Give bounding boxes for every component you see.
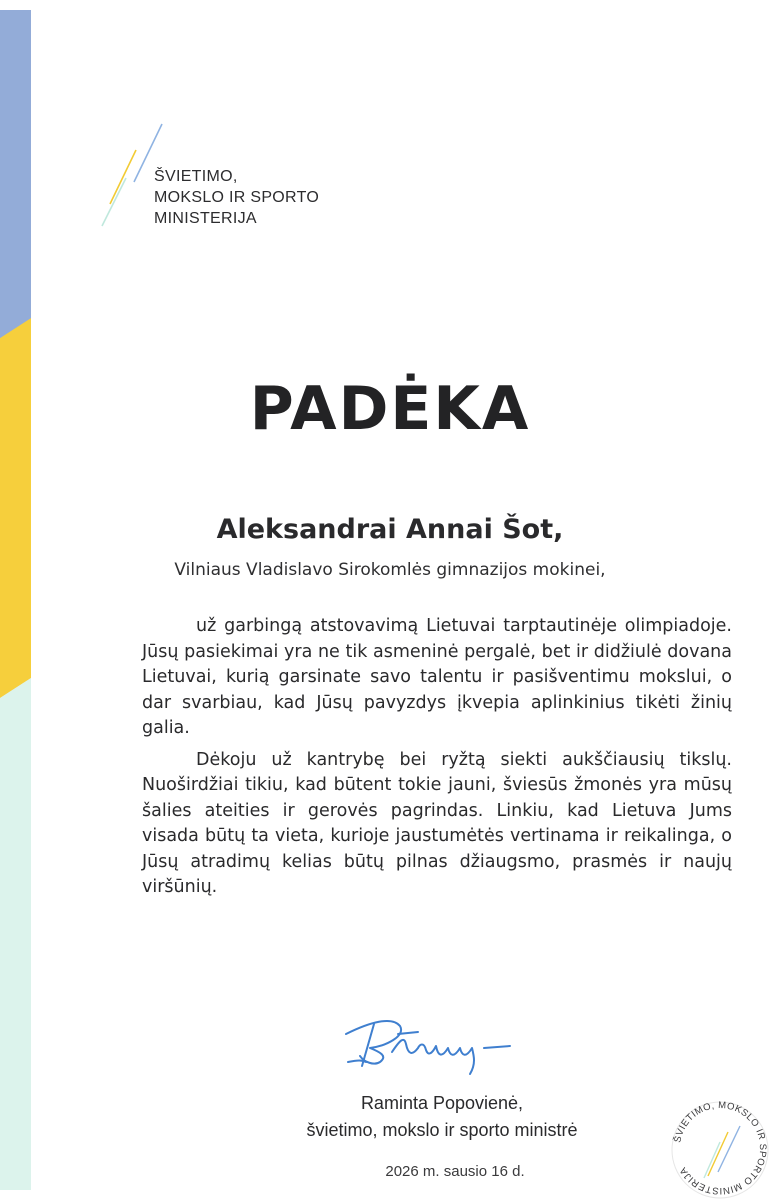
stripe-mint — [0, 678, 31, 1190]
certificate-title: PADĖKA — [249, 374, 531, 444]
body-paragraph-2: Dėkoju už kantrybę bei ryžtą siekti aukščiausių tikslų. Nuoširdžiai tikiu, kad būtent tokie jauni, šviesūs žmonės yra mūsų šalies ateities ir gerovės pagrindas. Linkiu, kad Lietuva Jums visada būtų ta vieta, kurioje jaustumėtės vertinama ir reikalinga, o Jūsų atradimų kelias būtų pilnas džiaugsmo, prasmės ir naujų viršūnių. — [142, 749, 732, 897]
issue-date: 2026 m. sausio 16 d. — [385, 1163, 525, 1180]
logo-line-1: ŠVIETIMO, — [154, 168, 238, 185]
logo-line-3: MINISTERIJA — [154, 210, 257, 227]
stripe-diagonal-cut-1 — [0, 318, 31, 358]
logo-line-2: MOKSLO IR SPORTO — [154, 189, 320, 206]
recipient-name: Aleksandrai Annai Šot, — [216, 514, 564, 545]
signer-name: Raminta Popovienė, — [360, 1093, 524, 1113]
certificate-body — [142, 614, 732, 907]
body-paragraph-1: už garbingą atstovavimą Lietuvai tarptautinėje olimpiadoje. Jūsų pasiekimai yra ne tik asmeninė pergalė, bet ir didžiulė dovana Lietuvai, kurią garsinate savo talentu ir pasišventimu mokslui, o dar svarbiau, kad Jūsų pavyzdys įkvepia aplinkinius tikėti žinių galia. — [142, 616, 732, 738]
signer-title: švietimo, mokslo ir sporto ministrė — [306, 1120, 578, 1140]
handwritten-signature — [340, 1004, 520, 1084]
stripe-diagonal-cut-2 — [0, 658, 31, 698]
stamp-text: ŠVIETIMO, MOKSLO IR SPORTO MINISTERIJA — [672, 1099, 769, 1197]
stripe-blue — [0, 10, 31, 338]
signer-block — [252, 1090, 632, 1144]
ministry-logo-text — [154, 166, 319, 229]
recipient-school: Vilniaus Vladislavo Sirokomlės gimnazijos mokinei, — [174, 560, 606, 580]
ministry-stamp — [664, 1096, 776, 1200]
